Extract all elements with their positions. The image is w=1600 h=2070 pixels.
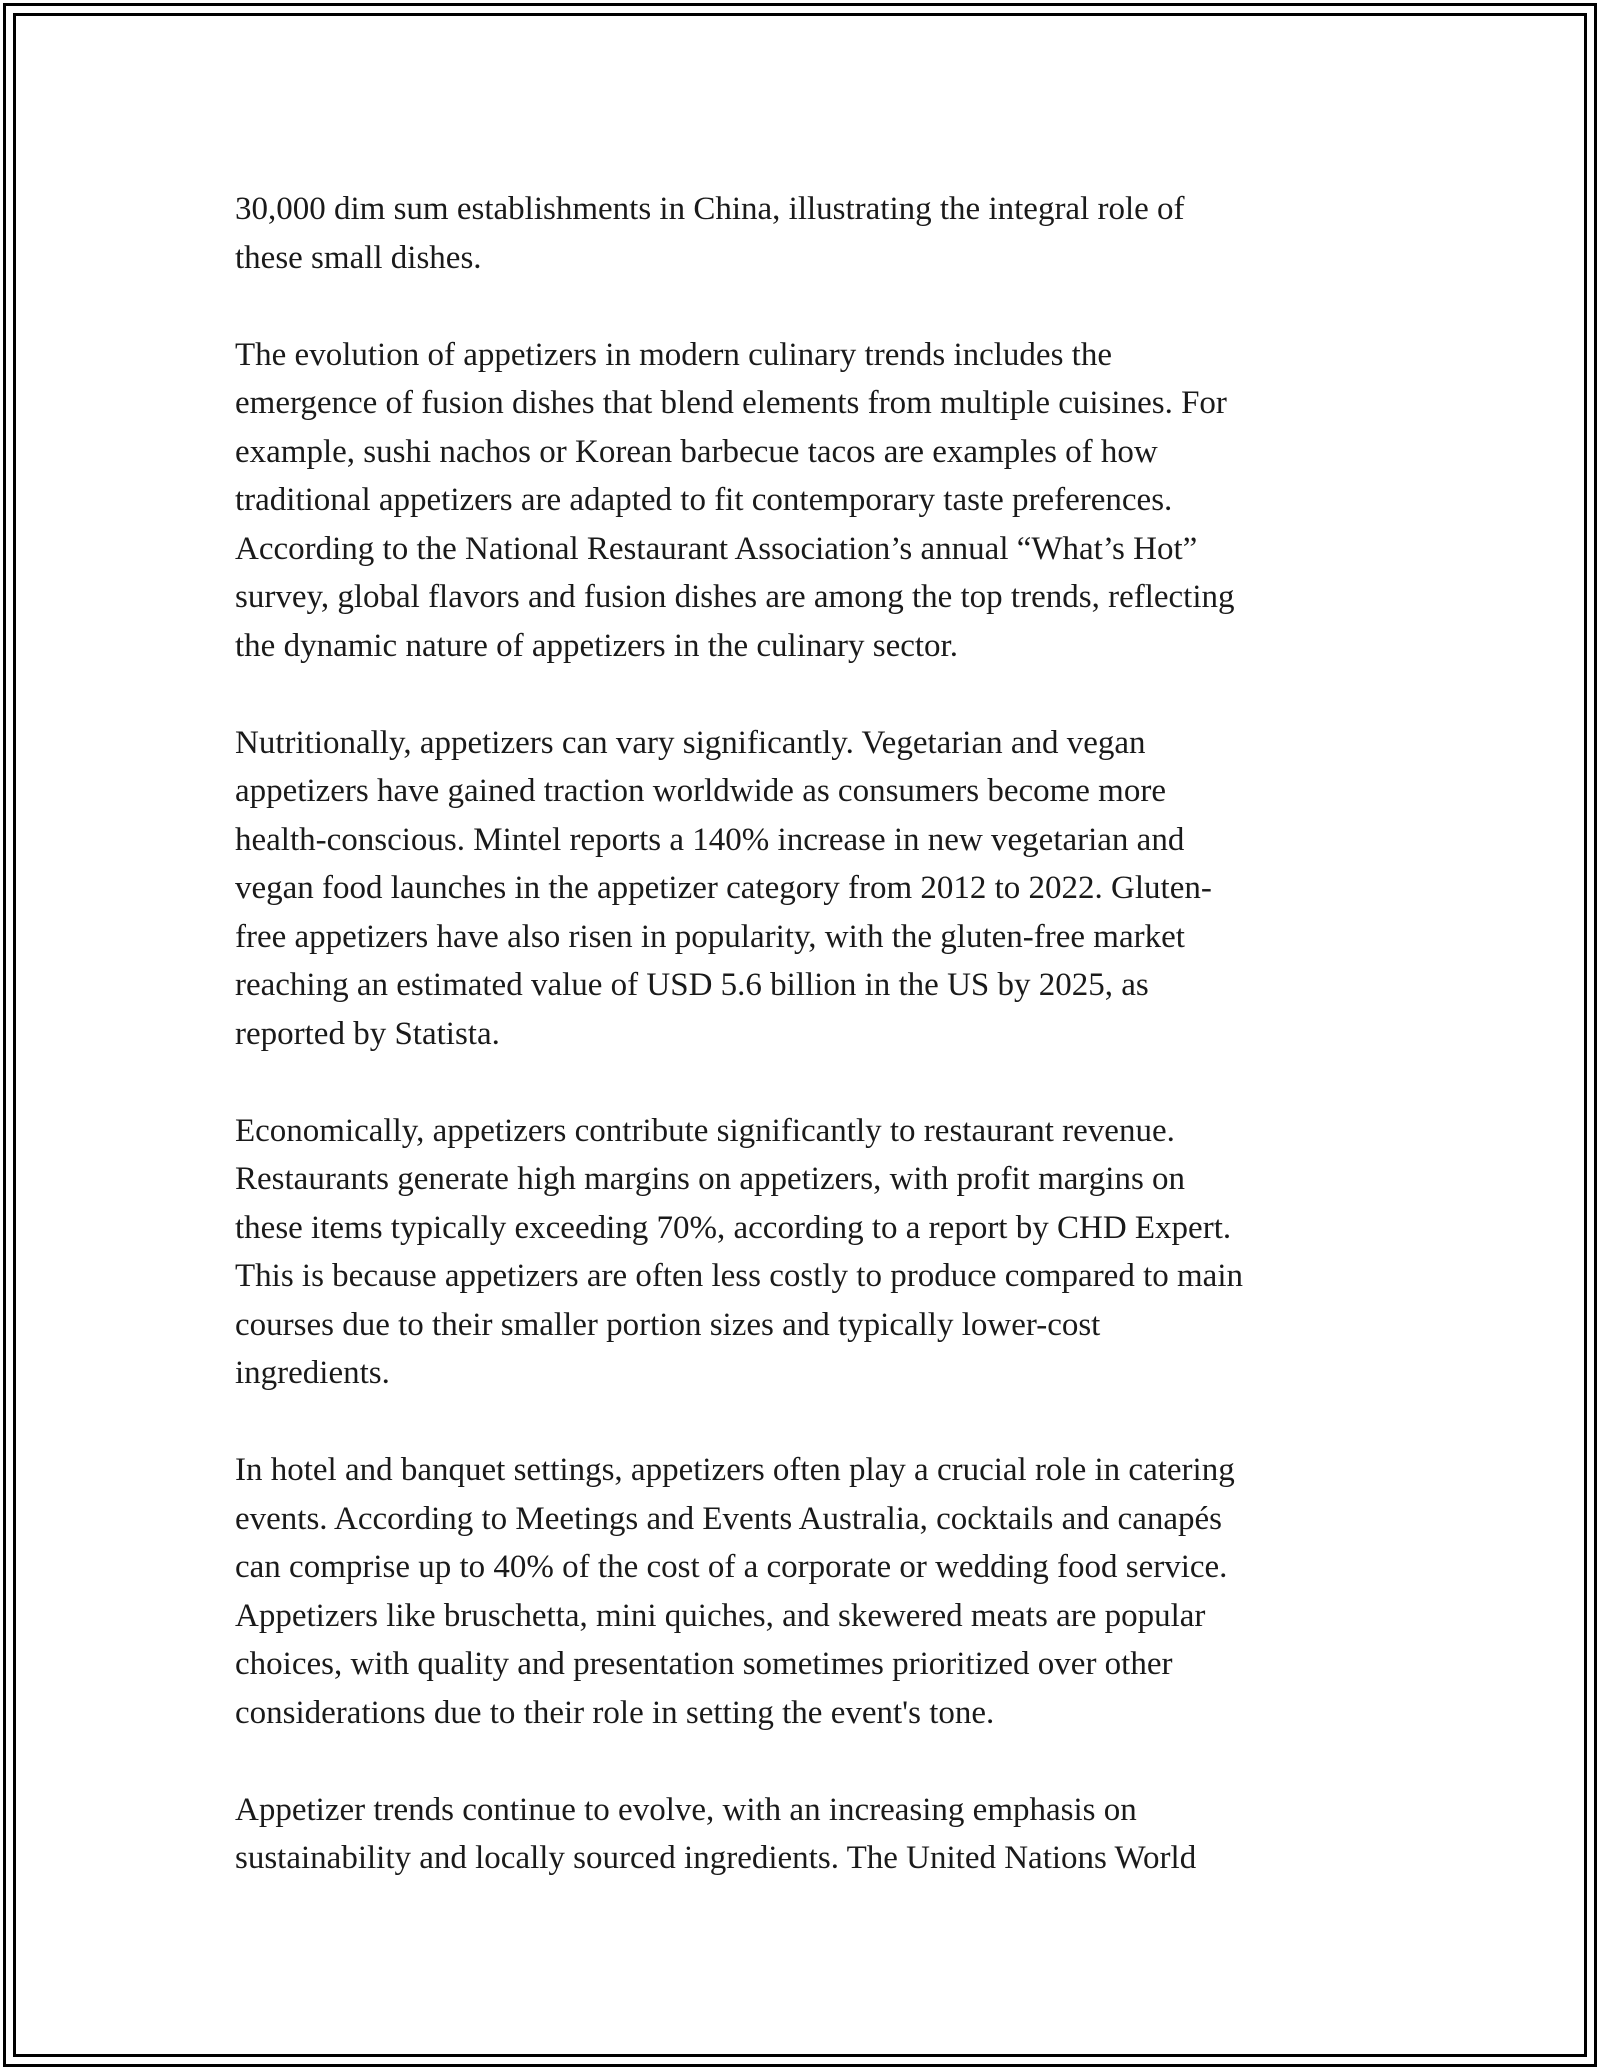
text-line: emergence of fusion dishes that blend elements from multiple cuisines. For (235, 385, 1227, 421)
text-line: survey, global flavors and fusion dishes are among the top trends, reflecting (235, 579, 1235, 615)
text-line: choices, with quality and presentation sometimes prioritized over other (235, 1646, 1173, 1682)
paragraph-nutrition (235, 719, 1375, 1059)
text-line: vegan food launches in the appetizer category from 2012 to 2022. Gluten- (235, 870, 1212, 906)
text-line: Economically, appetizers contribute significantly to restaurant revenue. (235, 1112, 1175, 1149)
document-body (235, 185, 1375, 1931)
text-line: 30,000 dim sum establishments in China, illustrating the integral role of (235, 191, 1185, 227)
text-line: In hotel and banquet settings, appetizers often play a crucial role in catering (235, 1452, 1235, 1488)
paragraph-hotel-banquet (235, 1446, 1375, 1737)
text-line: can comprise up to 40% of the cost of a corporate or wedding food service. (235, 1549, 1228, 1585)
text-line: events. According to Meetings and Events Australia, cocktails and canapés (235, 1500, 1222, 1537)
paragraph-trends (235, 1786, 1375, 1883)
text-line: Appetizer trends continue to evolve, with an increasing emphasis on (235, 1791, 1137, 1828)
text-line: these items typically exceeding 70%, according to a report by CHD Expert. (235, 1209, 1232, 1246)
text-line: According to the National Restaurant Association’s annual “What’s Hot” (235, 530, 1198, 567)
text-line: reported by Statista. (235, 1015, 500, 1052)
text-line: traditional appetizers are adapted to fit contemporary taste preferences. (235, 482, 1173, 518)
text-line: ingredients. (235, 1355, 390, 1391)
text-line: Nutritionally, appetizers can vary significantly. Vegetarian and vegan (235, 724, 1146, 761)
paragraph-economics (235, 1107, 1375, 1398)
paragraph-dim-sum (235, 185, 1375, 282)
paragraph-fusion-trends (235, 331, 1375, 671)
text-line: Restaurants generate high margins on appetizers, with profit margins on (235, 1161, 1186, 1197)
text-line: these small dishes. (235, 239, 482, 276)
text-line: appetizers have gained traction worldwide as consumers become more (235, 773, 1166, 809)
text-line: health-conscious. Mintel reports a 140% increase in new vegetarian and (235, 821, 1185, 858)
text-line: considerations due to their role in setting the event's tone. (235, 1694, 995, 1731)
text-line: reaching an estimated value of USD 5.6 billion in the US by 2025, as (235, 967, 1149, 1003)
text-line: example, sushi nachos or Korean barbecue tacos are examples of how (235, 433, 1158, 470)
text-line: Appetizers like bruschetta, mini quiches, and skewered meats are popular (235, 1597, 1206, 1634)
text-line: The evolution of appetizers in modern culinary trends includes the (235, 336, 1112, 373)
text-line: free appetizers have also risen in popularity, with the gluten-free market (235, 918, 1185, 955)
text-line: courses due to their smaller portion sizes and typically lower-cost (235, 1306, 1101, 1343)
text-line: This is because appetizers are often less costly to produce compared to main (235, 1258, 1243, 1294)
text-line: sustainability and locally sourced ingredients. The United Nations World (235, 1840, 1197, 1876)
text-line: the dynamic nature of appetizers in the culinary sector. (235, 627, 958, 664)
